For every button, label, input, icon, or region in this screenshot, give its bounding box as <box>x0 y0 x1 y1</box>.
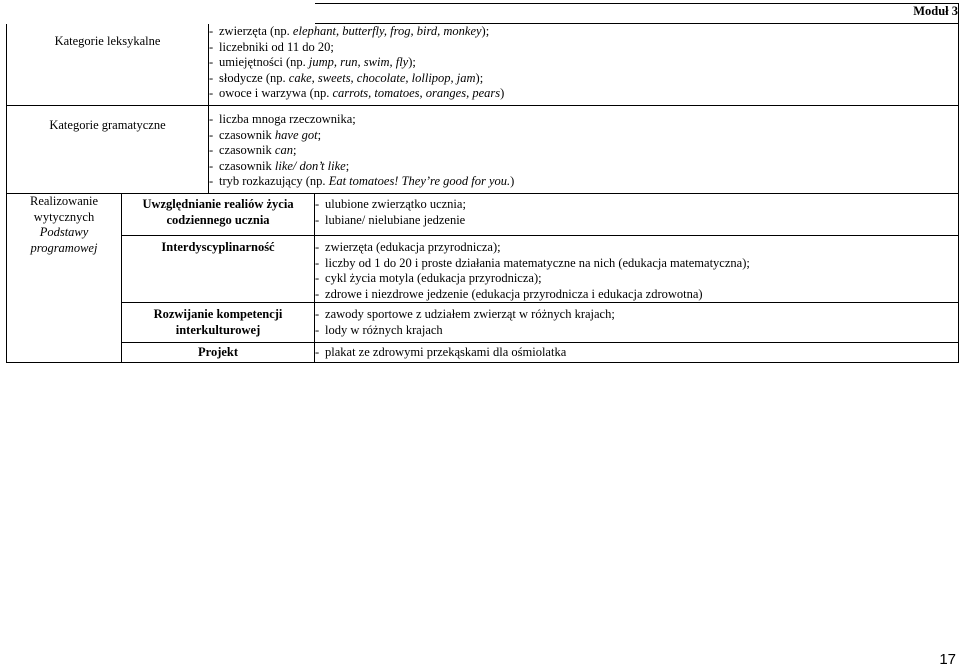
item-suffix: ); <box>481 24 490 38</box>
curriculum-table <box>6 3 959 363</box>
lexical-list <box>209 24 958 102</box>
realization-line1: Realizowanie <box>29 194 99 208</box>
item-suffix: ; <box>345 158 350 173</box>
interdisciplinary-list <box>315 240 958 302</box>
list-item <box>315 240 958 256</box>
project-content <box>315 343 959 363</box>
list-dash: - <box>209 70 214 85</box>
item-example: jump, run, swim, fly <box>308 55 409 69</box>
daily-life-list <box>315 197 958 228</box>
item-example: like/ don’t like <box>274 158 346 173</box>
item-text: czasownik <box>219 143 275 157</box>
list-dash: - <box>209 24 214 38</box>
grammar-label: Kategorie gramatyczne <box>7 106 209 194</box>
list-dash: - <box>209 127 214 142</box>
list-dash: - <box>315 322 320 337</box>
interdisciplinary-label: Interdyscyplinarność <box>122 236 315 303</box>
list-item <box>209 71 958 87</box>
list-dash: - <box>315 240 320 254</box>
item-text: liczba mnoga rzeczownika; <box>219 112 356 126</box>
realization-label <box>7 194 122 363</box>
blank-header-cell <box>7 4 315 24</box>
item-text: plakat ze zdrowymi przekąskami dla ośmiolatka <box>325 345 567 359</box>
list-dash: - <box>315 307 320 321</box>
item-text: cykl życia motyla (edukacja przyrodnicza); <box>325 271 542 285</box>
item-text: ulubione zwierzątko ucznia; <box>325 197 466 211</box>
item-example: carrots, tomatoes, oranges, pears <box>332 86 501 100</box>
list-dash: - <box>315 212 320 227</box>
list-item <box>209 143 958 159</box>
item-example: elephant, butterfly, frog, bird, monkey <box>292 24 482 38</box>
daily-life-label-line2: codziennego ucznia <box>166 212 270 227</box>
list-item <box>209 174 958 190</box>
list-item <box>209 128 958 144</box>
list-dash: - <box>315 255 320 270</box>
item-text: owoce i warzywa (np. <box>219 86 333 100</box>
list-dash: - <box>209 55 214 69</box>
list-item <box>209 112 958 128</box>
item-text: zwierzęta (np. <box>219 24 293 38</box>
list-dash: - <box>209 86 214 100</box>
item-suffix: ; <box>292 143 297 157</box>
item-text: lubiane/ nielubiane jedzenie <box>325 212 466 227</box>
item-example: have got <box>274 127 318 142</box>
lexical-content <box>209 24 959 106</box>
grammar-content <box>209 106 959 194</box>
list-dash: - <box>315 197 320 211</box>
item-example: cake, sweets, chocolate, lollipop, jam <box>288 70 476 85</box>
project-label: Projekt <box>122 343 315 363</box>
intercultural-label <box>122 303 315 343</box>
realization-line2: wytycznych <box>33 209 95 224</box>
item-text: czasownik <box>219 127 275 142</box>
list-item <box>315 345 958 361</box>
item-text: słodycze (np. <box>219 70 289 85</box>
item-text: tryb rozkazujący (np. <box>219 174 329 188</box>
item-example: Eat tomatoes! They’re good for you. <box>328 174 511 188</box>
item-text: zwierzęta (edukacja przyrodnicza); <box>325 240 501 254</box>
list-item <box>315 197 958 213</box>
list-dash: - <box>209 143 214 157</box>
list-item <box>209 55 958 71</box>
item-text: umiejętności (np. <box>219 55 309 69</box>
intercultural-label-line1: Rozwijanie kompetencji <box>153 307 283 321</box>
list-item <box>209 86 958 102</box>
list-dash: - <box>209 112 214 126</box>
list-item <box>209 159 958 175</box>
realization-line4: programowej <box>30 240 98 255</box>
item-example: can <box>274 143 293 157</box>
page-number: 17 <box>939 651 956 668</box>
interdisciplinary-content <box>315 236 959 303</box>
item-suffix: ; <box>317 127 322 142</box>
daily-life-label-line1: Uwzględnianie realiów życia <box>142 197 294 211</box>
item-text: zawody sportowe z udziałem zwierząt w różnych krajach; <box>325 307 615 321</box>
item-suffix: ); <box>475 70 484 85</box>
list-item <box>315 307 958 323</box>
list-item <box>315 323 958 339</box>
item-text: zdrowe i niezdrowe jedzenie (edukacja przyrodnicza i edukacja zdrowotna) <box>325 286 703 301</box>
item-suffix: ); <box>408 55 416 69</box>
realization-line3: Podstawy <box>39 225 89 239</box>
list-dash: - <box>209 39 214 54</box>
intercultural-label-line2: interkulturowej <box>175 322 261 337</box>
item-text: czasownik <box>219 158 275 173</box>
item-suffix: ) <box>510 174 515 188</box>
list-item <box>209 40 958 56</box>
list-dash: - <box>209 158 214 173</box>
item-suffix: ) <box>500 86 505 100</box>
list-item <box>315 213 958 229</box>
list-item <box>209 24 958 40</box>
item-text: liczby od 1 do 20 i proste działania matematyczne na nich (edukacja matematyczna); <box>325 255 750 270</box>
list-item <box>315 287 958 303</box>
list-dash: - <box>209 174 214 188</box>
list-dash: - <box>315 345 320 359</box>
list-item <box>315 271 958 287</box>
list-item <box>315 256 958 272</box>
daily-life-content <box>315 194 959 236</box>
list-dash: - <box>315 271 320 285</box>
module-header: Moduł 3 <box>315 4 959 24</box>
project-list <box>315 345 958 361</box>
intercultural-list <box>315 307 958 338</box>
lexical-label: Kategorie leksykalne <box>7 24 209 106</box>
daily-life-label <box>122 194 315 236</box>
list-dash: - <box>315 286 320 301</box>
grammar-list <box>209 112 958 190</box>
intercultural-content <box>315 303 959 343</box>
item-text: liczebniki od 11 do 20; <box>219 39 334 54</box>
item-text: lody w różnych krajach <box>325 322 443 337</box>
